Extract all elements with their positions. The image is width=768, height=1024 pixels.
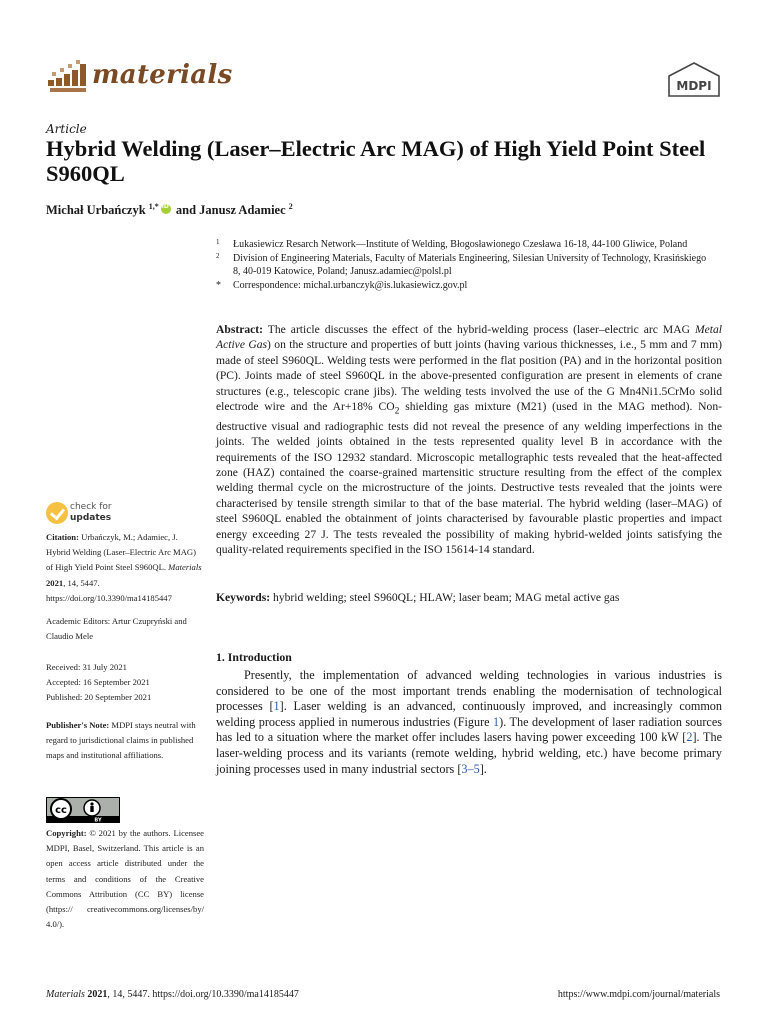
citation-journal: Materials xyxy=(168,562,202,573)
author-superscript: 1,* xyxy=(148,202,159,211)
affiliation-item xyxy=(216,279,716,293)
intro-text: ). The development of laser radiation sources has led to a situation where the market offer includes lasers having power exceeding 100 kW [ xyxy=(216,714,722,745)
svg-text:cc: cc xyxy=(55,805,67,816)
reference-link[interactable]: 3–5 xyxy=(461,761,480,776)
citation-volume: , 14, 5447. xyxy=(63,577,100,588)
copyright-block xyxy=(46,826,204,932)
published-date: Published: 20 September 2021 xyxy=(46,692,152,703)
paper-title: Hybrid Welding (Laser–Electric Arc MAG) of High Yield Point Steel S960QL xyxy=(46,136,706,186)
citation-label: Citation: xyxy=(46,532,79,542)
affiliation-text: Łukasiewicz Resarch Network—Institute of Welding, Błogosławionego Czesława 16-18, 44-100 Gliwice, Poland xyxy=(233,239,688,250)
keywords-line xyxy=(216,590,722,605)
keywords-label: Keywords: xyxy=(216,591,271,604)
citation-doi-link[interactable]: https://doi.org/10.3390/ma14185447 xyxy=(46,592,172,603)
affiliation-text: Correspondence: michal.urbanczyk@is.lukasiewicz.gov.pl xyxy=(233,279,468,291)
figure-link[interactable]: 1 xyxy=(493,714,500,729)
academic-editors: Academic Editors: Artur Czupryński and Claudio Mele xyxy=(46,616,187,642)
article-type: Article xyxy=(46,122,87,136)
section-heading: 1. Introduction xyxy=(216,650,292,664)
footer-doi[interactable]: , 14, 5447. https://doi.org/10.3390/ma14185447 xyxy=(107,989,299,1000)
reference-link[interactable]: 2 xyxy=(686,730,693,745)
footer-journal-url[interactable]: https://www.mdpi.com/journal/materials xyxy=(557,989,720,1000)
check-for-updates-badge[interactable] xyxy=(46,500,156,528)
intro-text: Presently, the implementation of advanced welding technologies in various industries is considered to be one of the most important trends enabling the modernisation of technological processes [ xyxy=(216,668,722,714)
orcid-icon[interactable] xyxy=(161,204,171,214)
publication-dates xyxy=(46,660,204,706)
affiliations xyxy=(216,238,716,292)
mdpi-logo-icon xyxy=(667,62,721,98)
abstract-subscript: 2 xyxy=(394,405,400,417)
abstract-label: Abstract: xyxy=(216,323,264,336)
check-label: check for xyxy=(70,502,112,512)
intro-text: ]. Laser welding is an advanced, continuously improved, and increasingly common welding process applied in numerous industries (Figure xyxy=(216,699,722,729)
affiliation-item xyxy=(216,252,716,279)
affiliation-item xyxy=(216,238,716,252)
keywords-text: hybrid welding; steel S960QL; HLAW; laser beam; MAG metal active gas xyxy=(273,591,620,604)
intro-text: ]. The laser-welding process and its variants (remote welding, hybrid welding, etc.) have become primary joining processes used in many industrial sectors [ xyxy=(216,730,722,776)
abstract-text: The article discusses the effect of the hybrid-welding process (laser–electric arc MAG xyxy=(267,323,690,336)
affiliation-text: Division of Engineering Materials, Faculty of Materials Engineering, Silesian University of Technology, Krasińskiego 8, 40-019 Katowice, Poland; Janusz.adamiec@polsl.pl xyxy=(233,252,707,277)
reference-link[interactable]: 1 xyxy=(273,699,280,714)
publisher-note-text: MDPI stays neutral with regard to jurisdictional claims in published maps and institutional affiliations. xyxy=(46,720,196,761)
journal-logo-icon xyxy=(46,58,90,94)
abstract-paragraph xyxy=(216,322,722,557)
citation-block xyxy=(46,530,204,606)
introduction-paragraph xyxy=(216,668,722,777)
footer-year: 2021 xyxy=(87,989,108,1000)
footer-journal: Materials xyxy=(46,989,85,1000)
author-superscript: 2 xyxy=(288,202,293,211)
journal-name: materials xyxy=(92,60,233,90)
received-date: Received: 31 July 2021 xyxy=(46,662,127,672)
copyright-label: Copyright: xyxy=(46,828,87,838)
author-list xyxy=(46,202,293,218)
abstract-text: ) on the structure and properties of butt joints (having various thicknesses, i.e., 5 mm and 7 mm) made of steel S960QL. Welding tests were performed in the flat position (PA) and in the horizontal position (PC). Joints made of steel S960QL in the above-presented configuration are present in elements of crane structures (e.g., telescopic crane jibs). The welding tests involved the use of the G Mn4Ni1.5CrMo solid electrode wire and the Ar+18% CO xyxy=(216,338,723,414)
author-name[interactable]: and Janusz Adamiec xyxy=(175,203,286,218)
accepted-date: Accepted: 16 September 2021 xyxy=(46,677,150,688)
author-name[interactable]: Michał Urbańczyk xyxy=(46,203,146,218)
affiliation-marker: 2 xyxy=(216,251,220,260)
footer-citation xyxy=(46,989,299,1000)
publisher-note xyxy=(46,718,204,764)
citation-text: Urbańczyk, M.; Adamiec, J. Hybrid Welding (Laser–Electric Arc MAG) of High Yield Point Steel S960QL. xyxy=(46,532,196,573)
intro-text: ]. xyxy=(479,761,487,776)
svg-text:BY: BY xyxy=(94,817,102,823)
svg-text:MDPI: MDPI xyxy=(676,79,712,93)
abstract-italic: Metal Active Gas xyxy=(216,323,722,352)
publisher-note-label: Publisher's Note: xyxy=(46,720,110,730)
updates-label: updates xyxy=(70,513,112,523)
check-icon xyxy=(46,502,68,524)
copyright-text: © 2021 by the authors. Licensee MDPI, Basel, Switzerland. This article is an open access article distributed under the terms and conditions of the Creative Commons Attribution (CC BY) license (https:// creativecommons.org/licenses/by/ 4.0/). xyxy=(46,828,204,930)
cc-by-license-icon[interactable] xyxy=(46,797,120,823)
affiliation-marker: 1 xyxy=(216,238,220,246)
citation-year: 2021 xyxy=(46,577,64,588)
abstract-text: shielding gas mixture (M21) (used in the MAG method). Non-destructive visual and radiographic tests did not reveal the presence of any welding imperfections in the joints. The welded joints obtained in the tests represented quality level B in accordance with the requirements of the ISO 12932 standard. Microscopic metallographic tests revealed that the heat-affected zone (HAZ) contained the coarse-grained martensitic structure resulting from the effect of the complex welding thermal cycle on the microstructure of the joints. Destructive tests revealed that the joints were characterised by tensile strength similar to that of the base material. The hybrid welding (laser–MAG) of steel S960QL enabled the obtainment of joints characterised by favourable plastic properties and impact energy exceeding 27 J. The tests revealed the possibility of making hybrid-welded joints satisfying the quality-related requirements specified in the ISO 15614-14 standard. xyxy=(216,400,723,556)
affiliation-marker: * xyxy=(216,279,221,291)
